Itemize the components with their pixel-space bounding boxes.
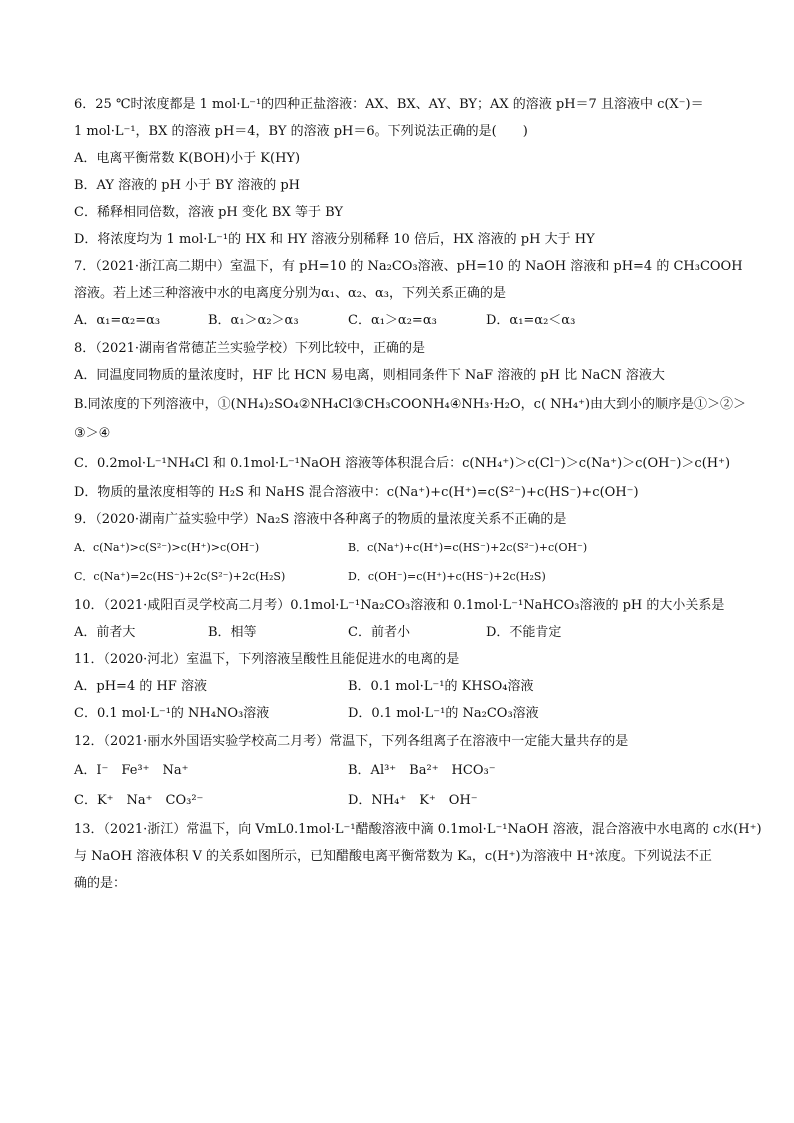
q12-option-b: B．Al³⁺ Ba²⁺ HCO₃⁻ (348, 763, 496, 778)
q10-option-a: A．前者大 (74, 625, 136, 640)
q7-option-c: C．α₁＞α₂=α₃ (348, 313, 437, 328)
q10-option-b: B．相等 (208, 625, 257, 640)
q7-option-a: A．α₁=α₂=α₃ (74, 313, 161, 328)
q7-stem-line2: 溶液。若上述三种溶液中水的电离度分别为α₁、α₂、α₃，下列关系正确的是 (74, 286, 506, 301)
q8-option-d: D．物质的量浓度相等的 H₂S 和 NaHS 混合溶液中：c(Na⁺)+c(H⁺)=c(S²⁻)+c(HS⁻)+c(OH⁻) (74, 485, 639, 500)
q6-option-b: B．AY 溶液的 pH 小于 BY 溶液的 pH (74, 178, 301, 193)
q8-option-b-line2: ③＞④ (74, 426, 111, 441)
q11-option-b: B．0.1 mol·L⁻¹的 KHSO₄溶液 (348, 679, 534, 694)
q12-option-a: A．I⁻ Fe³⁺ Na⁺ (74, 763, 189, 778)
q9-option-a: A．c(Na⁺)>c(S²⁻)>c(H⁺)>c(OH⁻) (74, 541, 260, 554)
q8-option-c: C．0.2mol·L⁻¹NH₄Cl 和 0.1mol·L⁻¹NaOH 溶液等体积混合后：c(NH₄⁺)＞c(Cl⁻)＞c(Na⁺)＞c(OH⁻)＞c(H⁺) (74, 456, 731, 471)
q9-stem: 9．（2020·湖南广益实验中学）Na₂S 溶液中各种离子的物质的量浓度关系不正确的是 (74, 512, 567, 527)
q11-option-d: D．0.1 mol·L⁻¹的 Na₂CO₃溶液 (348, 706, 539, 721)
q6-stem-line2: 1 mol·L⁻¹，BX 的溶液 pH＝4，BY 的溶液 pH＝6。下列说法正确的是( ) (74, 124, 528, 139)
q13-stem-line2: 与 NaOH 溶液体积 V 的关系如图所示，已知醋酸电离平衡常数为 Kₐ，c(H⁺)为溶液中 H⁺浓度。下列说法不正 (74, 849, 712, 864)
q11-option-a: A．pH=4 的 HF 溶液 (74, 679, 207, 694)
q9-option-b: B．c(Na⁺)+c(H⁺)=c(HS⁻)+2c(S²⁻)+c(OH⁻) (348, 541, 588, 554)
q8-stem: 8．（2021·湖南省常德芷兰实验学校）下列比较中，正确的是 (74, 341, 425, 356)
q10-option-d: D．不能肯定 (486, 625, 562, 640)
q13-stem-line3: 确的是： (74, 876, 127, 891)
q6-stem-line1: 6．25 ℃时浓度都是 1 mol·L⁻¹的四种正盐溶液：AX、BX、AY、BY；AX 的溶液 pH＝7 且溶液中 c(X⁻)＝ (74, 97, 704, 112)
q10-stem: 10．（2021·咸阳百灵学校高二月考）0.1mol·L⁻¹Na₂CO₃溶液和 0.1mol·L⁻¹NaHCO₃溶液的 pH 的大小关系是 (74, 598, 725, 613)
q9-option-c: C．c(Na⁺)=2c(HS⁻)+2c(S²⁻)+2c(H₂S) (74, 570, 286, 583)
q13-stem-line1: 13．（2021·浙江）常温下，向 VmL0.1mol·L⁻¹醋酸溶液中滴 0.1mol·L⁻¹NaOH 溶液，混合溶液中水电离的 c水(H⁺) (74, 822, 762, 837)
q12-stem: 12．（2021·丽水外国语实验学校高二月考）常温下，下列各组离子在溶液中一定能大量共存的是 (74, 734, 629, 749)
q11-option-c: C．0.1 mol·L⁻¹的 NH₄NO₃溶液 (74, 706, 270, 721)
q7-option-d: D．α₁=α₂＜α₃ (486, 313, 576, 328)
q6-option-d: D．将浓度均为 1 mol·L⁻¹的 HX 和 HY 溶液分别稀释 10 倍后，HX 溶液的 pH 大于 HY (74, 232, 595, 247)
q9-option-d: D．c(OH⁻)=c(H⁺)+c(HS⁻)+2c(H₂S) (348, 570, 546, 583)
q7-stem-line1: 7．（2021·浙江高二期中）室温下，有 pH=10 的 Na₂CO₃溶液、pH=10 的 NaOH 溶液和 pH=4 的 CH₃COOH (74, 259, 743, 274)
q6-option-c: C．稀释相同倍数，溶液 pH 变化 BX 等于 BY (74, 205, 343, 220)
q7-option-b: B．α₁＞α₂＞α₃ (208, 313, 299, 328)
q12-option-d: D．NH₄⁺ K⁺ OH⁻ (348, 793, 478, 808)
q10-option-c: C．前者小 (348, 625, 410, 640)
q6-option-a: A．电离平衡常数 K(BOH)小于 K(HY) (74, 151, 301, 166)
q8-option-a: A．同温度同物质的量浓度时，HF 比 HCN 易电离，则相同条件下 NaF 溶液的 pH 比 NaCN 溶液大 (74, 368, 665, 383)
q8-option-b-line1: B.同浓度的下列溶液中，①(NH₄)₂SO₄②NH₄Cl③CH₃COONH₄④NH₃·H₂O，c( NH₄⁺)由大到小的顺序是①＞②＞ (74, 397, 747, 412)
q12-option-c: C．K⁺ Na⁺ CO₃²⁻ (74, 793, 204, 808)
q11-stem: 11．（2020·河北）室温下，下列溶液呈酸性且能促进水的电离的是 (74, 652, 460, 667)
